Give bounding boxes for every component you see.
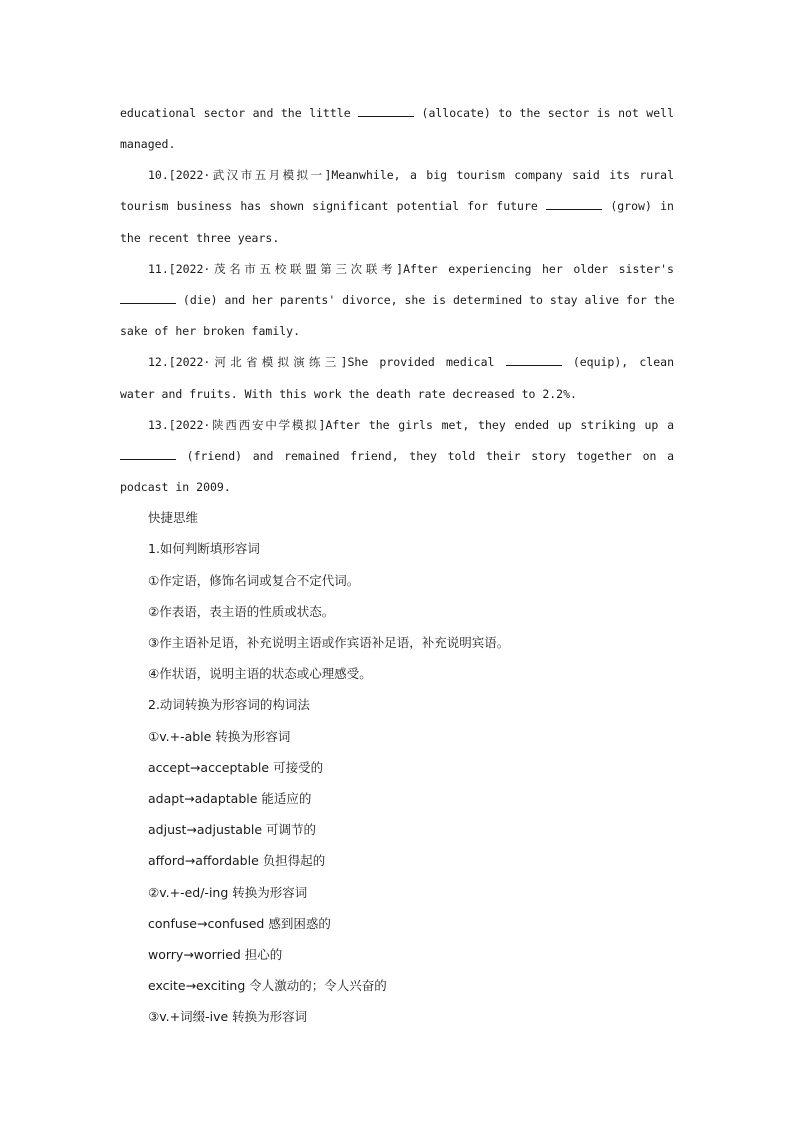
q11-line-2: (die) and her parents' divorce, she is determined to stay alive for the: [120, 292, 674, 308]
q12-line-2: water and fruits. With this work the death rate decreased to 2.2%.: [120, 387, 577, 401]
answer-blank[interactable]: [358, 105, 414, 117]
rule-able: ①v.+-able 转换为形容词: [148, 729, 291, 744]
answer-blank[interactable]: [546, 198, 602, 210]
answer-blank[interactable]: [120, 292, 176, 304]
q10-line-3: the recent three years.: [120, 231, 280, 245]
example-item: adjust→adjustable 可调节的: [148, 822, 317, 837]
notes-heading: 快捷思维: [148, 510, 199, 525]
section-1-item: ③作主语补足语，补充说明主语或作宾语补足语，补充说明宾语。: [148, 635, 510, 650]
rule-ed-ing: ②v.+-ed/-ing 转换为形容词: [148, 885, 308, 900]
q11-line-3: sake of her broken family.: [120, 324, 301, 338]
example-item: confuse→confused 感到困惑的: [148, 916, 331, 931]
q12-line-1: 12.[2022·河北省模拟演练三]She provided medical (equip), clean: [148, 355, 674, 369]
example-item: afford→affordable 负担得起的: [148, 853, 326, 868]
example-item: accept→acceptable 可接受的: [148, 760, 324, 775]
answer-blank[interactable]: [506, 354, 562, 366]
rule-ive: ③v.+词缀-ive 转换为形容词: [148, 1009, 308, 1024]
q9-line-2: managed.: [120, 137, 176, 151]
example-item: adapt→adaptable 能适应的: [148, 791, 312, 806]
q13-line-2: (friend) and remained friend, they told their story together on a: [120, 448, 674, 464]
q13-line-3: podcast in 2009.: [120, 480, 231, 494]
q10-line-2: tourism business has shown significant potential for future (grow) in: [120, 199, 674, 213]
section-1-title: 1.如何判断填形容词: [148, 541, 260, 556]
example-item: worry→worried 担心的: [148, 947, 283, 962]
q11-line-1: 11.[2022·茂名市五校联盟第三次联考]After experiencing her older sister's: [148, 262, 674, 276]
q13-line-1: 13.[2022·陕西西安中学模拟]After the girls met, they ended up striking up a: [148, 418, 674, 432]
section-1-item: ②作表语，表主语的性质或状态。: [148, 604, 335, 619]
answer-blank[interactable]: [120, 448, 176, 460]
q10-line-1: 10.[2022·武汉市五月模拟一]Meanwhile, a big tourism company said its rural: [148, 168, 674, 182]
section-2-title: 2.动词转换为形容词的构词法: [148, 697, 310, 712]
section-1-item: ④作状语，说明主语的状态或心理感受。: [148, 666, 372, 681]
q9-line-1: educational sector and the little (allocate) to the sector is not well: [120, 106, 674, 120]
section-1-item: ①作定语，修饰名词或复合不定代词。: [148, 573, 360, 588]
example-item: excite→exciting 令人激动的；令人兴奋的: [148, 978, 387, 993]
